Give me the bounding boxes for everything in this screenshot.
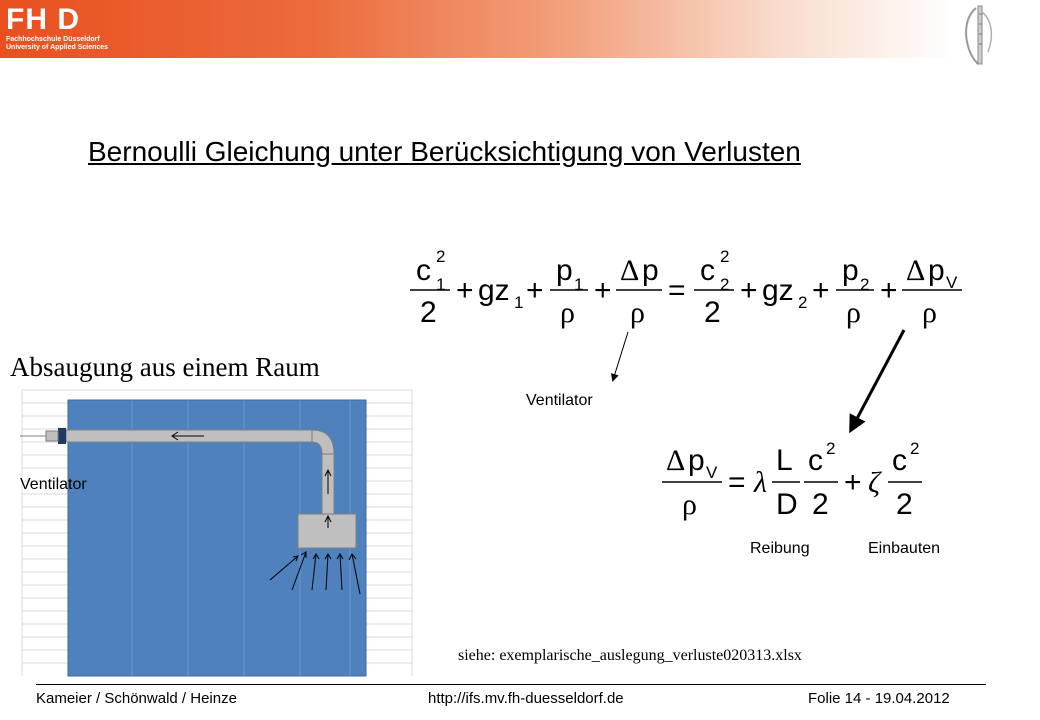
svg-text:ρ: ρ <box>560 296 575 329</box>
svg-text:2: 2 <box>436 247 446 266</box>
svg-text:Δ: Δ <box>666 444 686 477</box>
svg-text:gz: gz <box>478 274 510 307</box>
svg-text:2: 2 <box>910 439 920 458</box>
svg-text:ρ: ρ <box>630 296 645 329</box>
logo-mark: FH D <box>6 3 80 36</box>
svg-text:V: V <box>706 463 718 482</box>
svg-text:2: 2 <box>860 275 870 294</box>
svg-text:+: + <box>456 274 474 307</box>
room-diagram <box>0 380 420 680</box>
slide-title: Bernoulli Gleichung unter Berücksichtigung von Verlusten <box>88 136 801 167</box>
footer-divider <box>36 684 986 685</box>
svg-text:V: V <box>946 273 958 292</box>
reference-file: siehe: exemplarische_auslegung_verluste020313.xlsx <box>458 647 802 664</box>
logo-line-2: University of Applied Sciences <box>6 44 109 51</box>
svg-text:1: 1 <box>514 293 524 312</box>
svg-text:L: L <box>776 444 793 477</box>
loss-equation <box>654 430 924 526</box>
footer-slide-info: Folie 14 - 19.04.2012 <box>808 690 950 707</box>
section-heading: Absaugung aus einem Raum <box>10 352 320 382</box>
svg-text:2: 2 <box>798 293 808 312</box>
fhd-logo <box>6 4 108 52</box>
svg-text:ρ: ρ <box>682 488 697 521</box>
label-reibung: Reibung <box>750 540 810 557</box>
svg-text:+: + <box>594 274 612 307</box>
svg-text:+: + <box>526 274 544 307</box>
label-ventilator-formula: Ventilator <box>526 392 593 409</box>
label-einbauten: Einbauten <box>868 540 941 557</box>
svg-text:2: 2 <box>896 488 913 521</box>
svg-text:=: = <box>668 274 686 307</box>
label-ventilator-diagram: Ventilator <box>20 476 87 493</box>
svg-text:Δ: Δ <box>620 254 640 287</box>
svg-text:2: 2 <box>826 439 836 458</box>
loss-pointer <box>852 330 904 428</box>
svg-text:p: p <box>556 254 573 287</box>
svg-text:D: D <box>776 488 798 521</box>
svg-text:c: c <box>808 444 823 477</box>
crest-icon <box>958 2 1004 68</box>
footer-authors: Kameier / Schönwald / Heinze <box>36 690 237 707</box>
svg-text:1: 1 <box>436 275 446 294</box>
svg-text:2: 2 <box>812 488 829 521</box>
svg-text:+: + <box>812 274 830 307</box>
svg-text:gz: gz <box>762 274 794 307</box>
svg-text:2: 2 <box>720 275 730 294</box>
svg-text:2: 2 <box>704 296 721 329</box>
svg-text:1: 1 <box>574 275 584 294</box>
logo-line-1: Fachhochschule Düsseldorf <box>6 36 100 43</box>
fan <box>58 428 66 444</box>
svg-text:Δ: Δ <box>906 254 926 287</box>
svg-text:+: + <box>844 466 862 499</box>
bernoulli-equation <box>398 232 968 332</box>
svg-text:=: = <box>728 466 746 499</box>
svg-text:ρ: ρ <box>922 296 937 329</box>
svg-text:p: p <box>842 254 859 287</box>
svg-text:ρ: ρ <box>846 296 861 329</box>
footer-url[interactable]: http://ifs.mv.fh-duesseldorf.de <box>428 690 624 707</box>
svg-text:+: + <box>880 274 898 307</box>
svg-text:2: 2 <box>420 296 437 329</box>
svg-text:p: p <box>642 254 659 287</box>
svg-text:c: c <box>700 254 715 287</box>
duct-outlet <box>46 431 58 441</box>
svg-text:+: + <box>740 274 758 307</box>
svg-text:λ: λ <box>754 466 767 499</box>
svg-text:2: 2 <box>720 247 730 266</box>
ventilator-pointer <box>613 332 628 380</box>
svg-text:ζ: ζ <box>868 466 881 499</box>
svg-text:c: c <box>416 254 431 287</box>
header-bar <box>0 0 1040 58</box>
svg-text:c: c <box>892 444 907 477</box>
svg-text:p: p <box>688 444 705 477</box>
svg-text:p: p <box>928 254 945 287</box>
